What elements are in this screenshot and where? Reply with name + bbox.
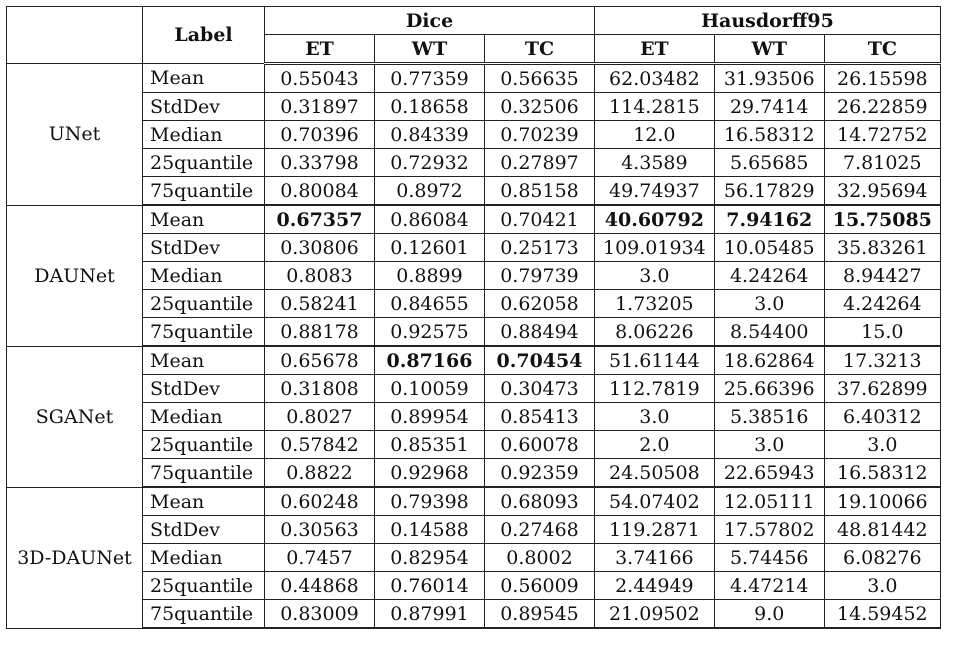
table-row (7, 177, 941, 206)
stat-label-cell: 75quantile (143, 177, 265, 206)
value-cell: 62.03482 (595, 64, 715, 93)
stat-label-cell: Median (143, 262, 265, 290)
value-cell: 0.30806 (265, 234, 375, 262)
value-cell: 0.67357 (265, 205, 375, 234)
value-cell: 21.09502 (595, 600, 715, 629)
value-cell: 37.62899 (824, 375, 940, 403)
value-cell: 0.30563 (265, 516, 375, 544)
value-cell: 2.0 (595, 431, 715, 459)
table-row (7, 121, 941, 149)
stat-label-cell: Mean (143, 346, 265, 375)
value-cell: 7.81025 (824, 149, 940, 177)
stat-label-cell: 75quantile (143, 459, 265, 488)
value-cell: 10.05485 (714, 234, 824, 262)
header-metric: TC (824, 35, 940, 64)
value-cell: 0.79739 (485, 262, 595, 290)
value-cell: 0.14588 (375, 516, 485, 544)
value-cell: 31.93506 (714, 64, 824, 93)
value-cell: 0.12601 (375, 234, 485, 262)
results-table (6, 6, 941, 629)
value-cell: 0.76014 (375, 572, 485, 600)
value-cell: 0.33798 (265, 149, 375, 177)
value-cell: 0.8002 (485, 544, 595, 572)
value-cell: 3.0 (714, 290, 824, 318)
value-cell: 5.38516 (714, 403, 824, 431)
value-cell: 4.3589 (595, 149, 715, 177)
value-cell: 49.74937 (595, 177, 715, 206)
model-name-cell: DAUNet (7, 205, 143, 346)
value-cell: 0.70454 (485, 346, 595, 375)
value-cell: 0.58241 (265, 290, 375, 318)
table-row (7, 544, 941, 572)
value-cell: 0.8822 (265, 459, 375, 488)
table-row (7, 262, 941, 290)
value-cell: 0.18658 (375, 93, 485, 121)
header-label: Label (143, 7, 265, 64)
value-cell: 0.8027 (265, 403, 375, 431)
value-cell: 2.44949 (595, 572, 715, 600)
value-cell: 0.85413 (485, 403, 595, 431)
value-cell: 0.68093 (485, 487, 595, 516)
value-cell: 0.8899 (375, 262, 485, 290)
results-table-container (6, 6, 941, 629)
value-cell: 3.0 (824, 431, 940, 459)
value-cell: 0.32506 (485, 93, 595, 121)
table-row (7, 205, 941, 234)
value-cell: 114.2815 (595, 93, 715, 121)
value-cell: 8.54400 (714, 318, 824, 347)
value-cell: 0.62058 (485, 290, 595, 318)
value-cell: 0.70396 (265, 121, 375, 149)
value-cell: 119.2871 (595, 516, 715, 544)
header-metric: ET (595, 35, 715, 64)
value-cell: 17.57802 (714, 516, 824, 544)
model-name-cell: UNet (7, 64, 143, 206)
value-cell: 112.7819 (595, 375, 715, 403)
header-metric: WT (714, 35, 824, 64)
stat-label-cell: Mean (143, 205, 265, 234)
value-cell: 3.0 (714, 431, 824, 459)
stat-label-cell: Median (143, 544, 265, 572)
value-cell: 0.85351 (375, 431, 485, 459)
value-cell: 18.62864 (714, 346, 824, 375)
value-cell: 22.65943 (714, 459, 824, 488)
value-cell: 0.79398 (375, 487, 485, 516)
value-cell: 0.57842 (265, 431, 375, 459)
value-cell: 6.40312 (824, 403, 940, 431)
value-cell: 0.65678 (265, 346, 375, 375)
value-cell: 24.50508 (595, 459, 715, 488)
value-cell: 0.25173 (485, 234, 595, 262)
value-cell: 0.7457 (265, 544, 375, 572)
value-cell: 0.27897 (485, 149, 595, 177)
table-row (7, 487, 941, 516)
value-cell: 0.27468 (485, 516, 595, 544)
value-cell: 51.61144 (595, 346, 715, 375)
value-cell: 0.89954 (375, 403, 485, 431)
stat-label-cell: StdDev (143, 234, 265, 262)
table-row (7, 64, 941, 93)
value-cell: 0.92575 (375, 318, 485, 347)
stat-label-cell: Median (143, 403, 265, 431)
value-cell: 19.10066 (824, 487, 940, 516)
value-cell: 4.24264 (714, 262, 824, 290)
table-row (7, 431, 941, 459)
value-cell: 4.24264 (824, 290, 940, 318)
value-cell: 0.30473 (485, 375, 595, 403)
value-cell: 0.60248 (265, 487, 375, 516)
value-cell: 26.22859 (824, 93, 940, 121)
value-cell: 1.73205 (595, 290, 715, 318)
value-cell: 0.31897 (265, 93, 375, 121)
value-cell: 15.0 (824, 318, 940, 347)
value-cell: 16.58312 (824, 459, 940, 488)
table-row (7, 93, 941, 121)
value-cell: 0.86084 (375, 205, 485, 234)
value-cell: 17.3213 (824, 346, 940, 375)
stat-label-cell: 75quantile (143, 318, 265, 347)
value-cell: 48.81442 (824, 516, 940, 544)
header-row-groups (7, 7, 941, 35)
value-cell: 12.0 (595, 121, 715, 149)
value-cell: 12.05111 (714, 487, 824, 516)
stat-label-cell: Median (143, 121, 265, 149)
header-metric: TC (485, 35, 595, 64)
value-cell: 8.94427 (824, 262, 940, 290)
table-row (7, 516, 941, 544)
stat-label-cell: 75quantile (143, 600, 265, 629)
value-cell: 0.56635 (485, 64, 595, 93)
table-row (7, 234, 941, 262)
value-cell: 14.72752 (824, 121, 940, 149)
value-cell: 3.0 (595, 403, 715, 431)
value-cell: 35.83261 (824, 234, 940, 262)
stat-label-cell: Mean (143, 64, 265, 93)
value-cell: 8.06226 (595, 318, 715, 347)
table-row (7, 572, 941, 600)
value-cell: 0.10059 (375, 375, 485, 403)
table-row (7, 318, 941, 347)
header-group-hausdorff95: Hausdorff95 (595, 7, 941, 35)
stat-label-cell: StdDev (143, 93, 265, 121)
value-cell: 16.58312 (714, 121, 824, 149)
header-metric: WT (375, 35, 485, 64)
stat-label-cell: StdDev (143, 375, 265, 403)
value-cell: 3.0 (595, 262, 715, 290)
value-cell: 109.01934 (595, 234, 715, 262)
value-cell: 0.8972 (375, 177, 485, 206)
value-cell: 0.8083 (265, 262, 375, 290)
stat-label-cell: StdDev (143, 516, 265, 544)
value-cell: 25.66396 (714, 375, 824, 403)
value-cell: 5.65685 (714, 149, 824, 177)
header-metric: ET (265, 35, 375, 64)
table-row (7, 600, 941, 629)
value-cell: 0.84339 (375, 121, 485, 149)
value-cell: 0.70239 (485, 121, 595, 149)
value-cell: 0.89545 (485, 600, 595, 629)
table-row (7, 346, 941, 375)
value-cell: 0.77359 (375, 64, 485, 93)
value-cell: 0.72932 (375, 149, 485, 177)
value-cell: 0.84655 (375, 290, 485, 318)
value-cell: 0.82954 (375, 544, 485, 572)
value-cell: 0.87166 (375, 346, 485, 375)
value-cell: 6.08276 (824, 544, 940, 572)
value-cell: 0.92359 (485, 459, 595, 488)
value-cell: 15.75085 (824, 205, 940, 234)
value-cell: 0.56009 (485, 572, 595, 600)
table-header (7, 7, 941, 64)
value-cell: 26.15598 (824, 64, 940, 93)
value-cell: 4.47214 (714, 572, 824, 600)
value-cell: 0.87991 (375, 600, 485, 629)
value-cell: 5.74456 (714, 544, 824, 572)
table-body (7, 64, 941, 629)
value-cell: 0.55043 (265, 64, 375, 93)
value-cell: 0.83009 (265, 600, 375, 629)
value-cell: 32.95694 (824, 177, 940, 206)
header-group-dice: Dice (265, 7, 595, 35)
value-cell: 7.94162 (714, 205, 824, 234)
value-cell: 0.92968 (375, 459, 485, 488)
value-cell: 0.85158 (485, 177, 595, 206)
header-corner (7, 7, 143, 64)
value-cell: 3.0 (824, 572, 940, 600)
stat-label-cell: 25quantile (143, 290, 265, 318)
stat-label-cell: 25quantile (143, 431, 265, 459)
value-cell: 54.07402 (595, 487, 715, 516)
model-name-cell: 3D-DAUNet (7, 487, 143, 628)
value-cell: 0.60078 (485, 431, 595, 459)
value-cell: 40.60792 (595, 205, 715, 234)
value-cell: 3.74166 (595, 544, 715, 572)
table-row (7, 459, 941, 488)
value-cell: 56.17829 (714, 177, 824, 206)
model-name-cell: SGANet (7, 346, 143, 487)
value-cell: 9.0 (714, 600, 824, 629)
table-row (7, 149, 941, 177)
table-row (7, 290, 941, 318)
stat-label-cell: Mean (143, 487, 265, 516)
table-row (7, 403, 941, 431)
value-cell: 29.7414 (714, 93, 824, 121)
table-row (7, 375, 941, 403)
stat-label-cell: 25quantile (143, 572, 265, 600)
value-cell: 14.59452 (824, 600, 940, 629)
value-cell: 0.44868 (265, 572, 375, 600)
value-cell: 0.88494 (485, 318, 595, 347)
stat-label-cell: 25quantile (143, 149, 265, 177)
value-cell: 0.70421 (485, 205, 595, 234)
value-cell: 0.31808 (265, 375, 375, 403)
value-cell: 0.88178 (265, 318, 375, 347)
value-cell: 0.80084 (265, 177, 375, 206)
